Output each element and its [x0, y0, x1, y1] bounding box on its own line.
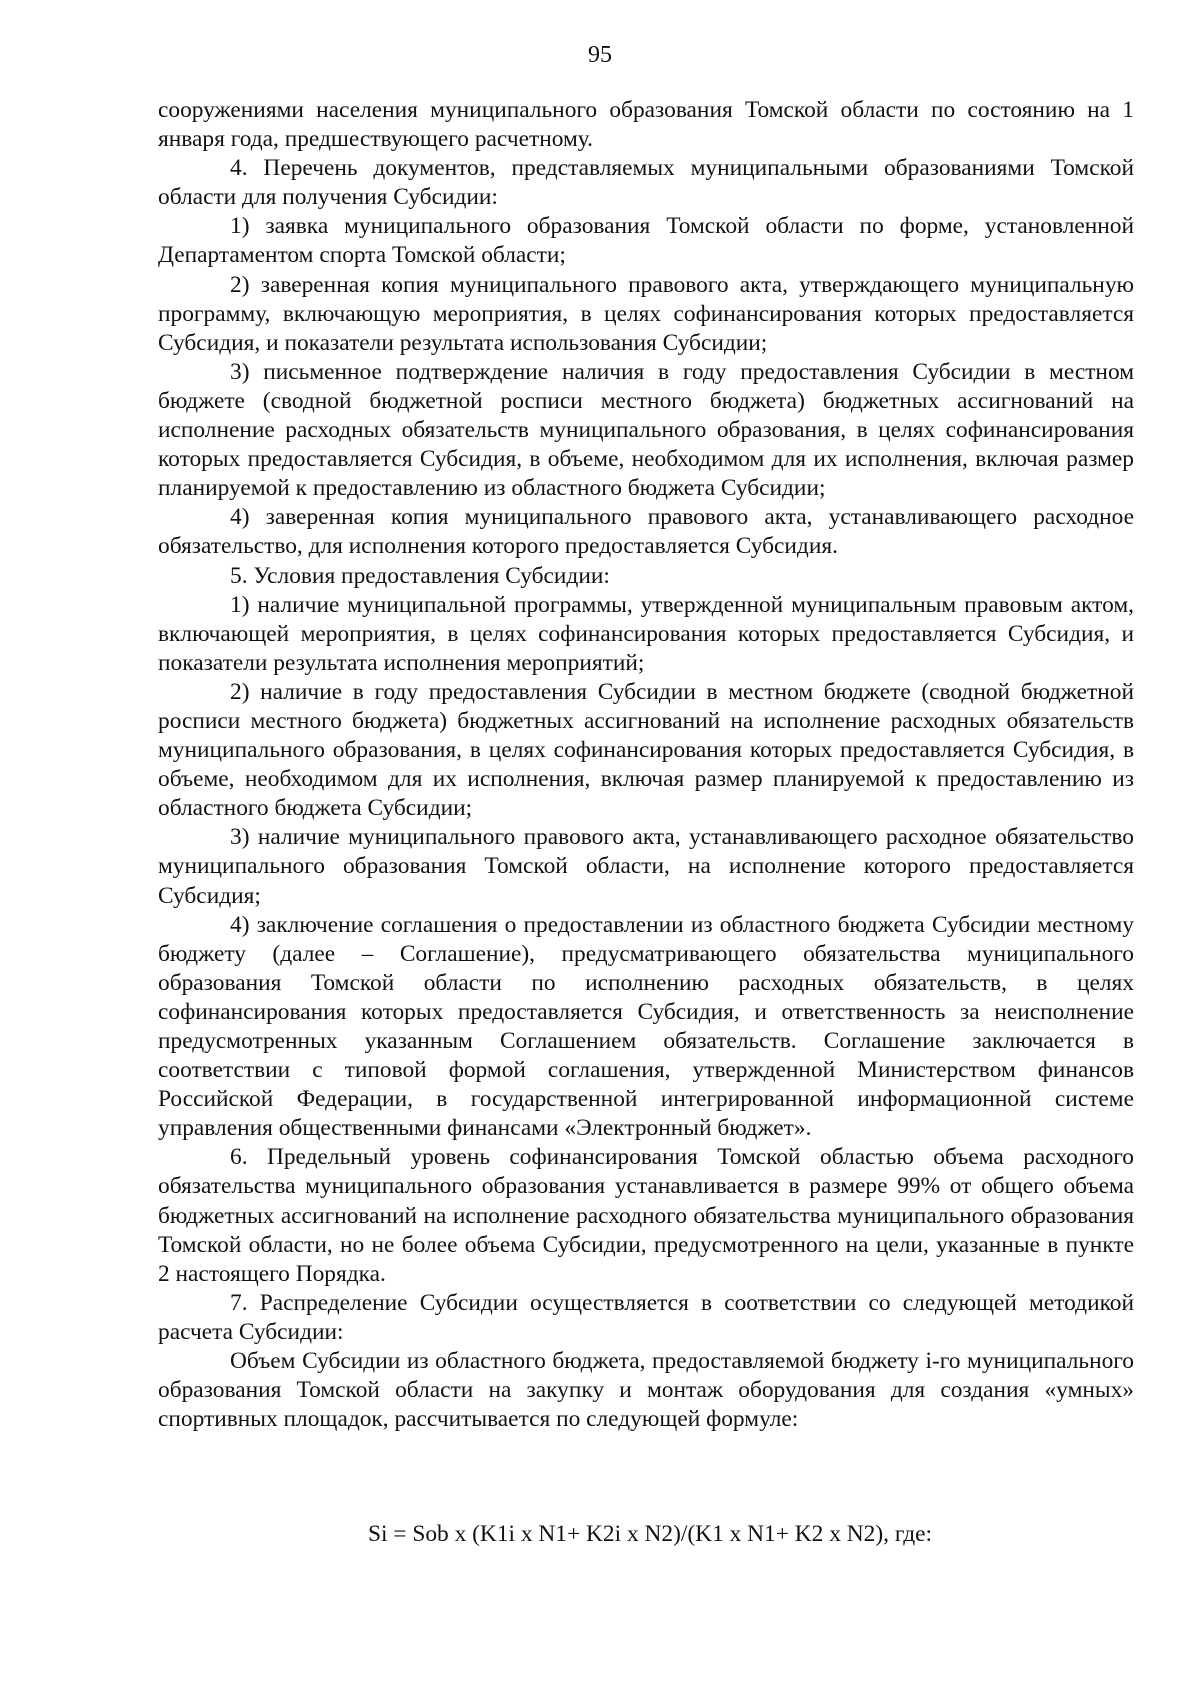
subsidy-formula: Si = Sob x (K1i x N1+ K2i x N2)/(K1 x N1+ K2 x N2), где:: [367, 1521, 933, 1547]
paragraph-item-4-1: 1) заявка муниципального образования Томской области по форме, установленной Департаментом спорта Томской области;: [158, 213, 1134, 269]
paragraph-methodology: Объем Субсидии из областного бюджета, предоставляемой бюджету i-го муниципального образования Томской области на закупку и монтаж оборудования для создания «умных» спортивных площадок, рассчитывается по следующей формуле:: [158, 1348, 1134, 1433]
paragraph-item-4-4: 4) заверенная копия муниципального правового акта, устанавливающего расходное обязательство, для исполнения которого предоставляется Субсидия.: [158, 504, 1134, 560]
paragraph-item-5: 5. Условия предоставления Субсидии:: [230, 562, 610, 589]
paragraph-item-5-4: 4) заключение соглашения о предоставлении из областного бюджета Субсидии местному бюджету (далее – Соглашение), предусматривающего обязательства муниципального образования Томской области по исполнению расходных обязательств, в целях софинансирования которых предоставляется Субсидия, и ответственность за неисполнение предусмотренных указанным Соглашением обязательств. Соглашение заключается в соответствии с типовой формой соглашения, утвержденной Министерством финансов Российской Федерации, в государственной интегрированной информационной системе управления общественными финансами «Электронный бюджет».: [158, 911, 1134, 1142]
paragraph-item-4-2: 2) заверенная копия муниципального правового акта, утверждающего муниципальную программу, включающую мероприятия, в целях софинансирования которых предоставляется Субсидия, и показатели результата использования Субсидии;: [158, 271, 1134, 356]
page-number: 95: [588, 42, 612, 68]
paragraph-item-4: 4. Перечень документов, представляемых муниципальными образованиями Томской области для получения Субсидии:: [158, 155, 1134, 211]
paragraph-item-7: 7. Распределение Субсидии осуществляется в соответствии со следующей методикой расчета Субсидии:: [158, 1289, 1134, 1345]
paragraph-item-5-2: 2) наличие в году предоставления Субсидии в местном бюджете (сводной бюджетной росписи местного бюджета) бюджетных ассигнований на исполнение расходных обязательств муниципального образования, в целях софинансирования которых предоставляется Субсидия, в объеме, необходимом для их исполнения, включая размер планируемой к предоставлению из областного бюджета Субсидии;: [158, 678, 1134, 822]
document-body: [158, 96, 1134, 1434]
paragraph-item-4-3: 3) письменное подтверждение наличия в году предоставления Субсидии в местном бюджете (сводной бюджетной росписи местного бюджета) бюджетных ассигнований на исполнение расходных обязательств муниципального образования, в целях софинансирования которых предоставляется Субсидия, в объеме, необходимом для их исполнения, включая размер планируемой к предоставлению из областного бюджета Субсидии;: [158, 358, 1134, 502]
paragraph-continuation: сооружениями населения муниципального образования Томской области по состоянию на 1 января года, предшествующего расчетному.: [158, 97, 1134, 153]
paragraph-item-6: 6. Предельный уровень софинансирования Томской областью объема расходного обязательства муниципального образования устанавливается в размере 99% от общего объема бюджетных ассигнований на исполнение расходного обязательства муниципального образования Томской области, но не более объема Субсидии, предусмотренного на цели, указанные в пункте 2 настоящего Порядка.: [158, 1144, 1134, 1287]
paragraph-item-5-1: 1) наличие муниципальной программы, утвержденной муниципальным правовым актом, включающей мероприятия, в целях софинансирования которых предоставляется Субсидия, и показатели результата исполнения мероприятий;: [158, 591, 1134, 676]
paragraph-item-5-3: 3) наличие муниципального правового акта, устанавливающего расходное обязательство муниципального образования Томской области, на исполнение которого предоставляется Субсидия;: [158, 824, 1134, 909]
